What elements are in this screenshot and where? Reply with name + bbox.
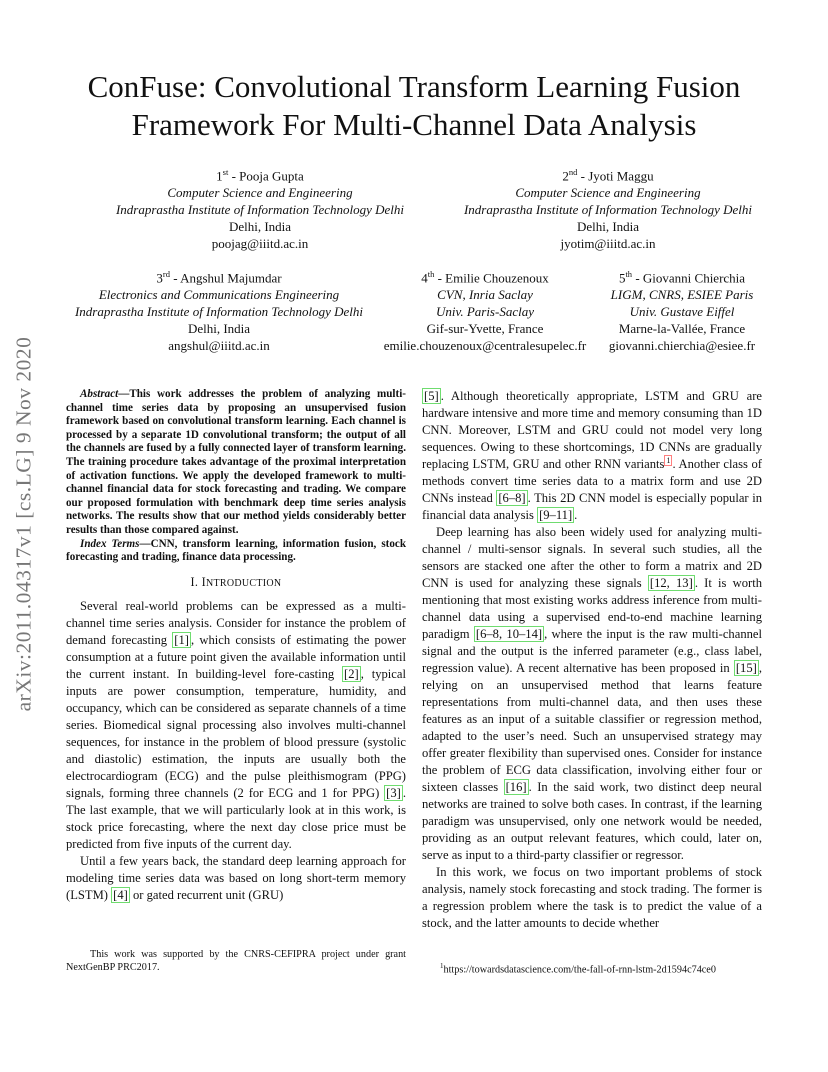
author-name: 5th - Giovanni Chierchia <box>618 269 746 286</box>
right-footnote <box>440 960 770 976</box>
paragraph: Until a few years back, the standard deep learning approach for modeling time series data was based on long short-term memory (LSTM) [4] or gated recurrent unit (GRU) <box>66 853 406 902</box>
citation-link[interactable]: [1] <box>174 632 189 647</box>
author-institution: Univ. Gustave Eiffel <box>629 304 735 320</box>
author-place: Delhi, India <box>228 219 292 235</box>
paragraph: [5] . Although theoretically appropriate, LSTM and GRU are hardware intensive and more time and memory consuming than 1D CNN. Moreover, LSTM and GRU could not model very long sequences. Owing to these shortcomings, 1D CNNs are gradually replacing LSTM, GRU and other RNN variants $^1$ . Another class of methods convert time series data to a matrix form and use 2D CNNs instead [6–8] . This 2D CNN model is especially popular in financial data analysis [9–11] . <box>422 389 762 522</box>
right-column <box>422 388 762 932</box>
author-dept: Electronics and Communications Engineering <box>98 287 340 303</box>
author-email: poojag@iiitd.ac.in <box>211 236 309 252</box>
author-email: jyotim@iiitd.ac.in <box>560 236 656 252</box>
author-institution: Indraprastha Institute of Information Technology Delhi <box>115 202 405 218</box>
author-email: emilie.chouzenoux@centralesupelec.fr <box>383 338 587 354</box>
author-name: 4th - Emilie Chouzenoux <box>421 269 549 286</box>
author-block-2 <box>448 164 768 252</box>
arxiv-stamp-text: arXiv:2011.04317v1 [cs.LG] 9 Nov 2020 <box>11 336 36 712</box>
section-heading: I. INTRODUCTION <box>190 574 282 589</box>
citation-link[interactable]: [2] <box>344 666 359 681</box>
citation-link[interactable]: [5] <box>424 389 439 403</box>
citation-link[interactable]: [4] <box>113 887 128 902</box>
index-terms-text: —CNN, transform learning, information fusion, stock forecasting and trading, finance data processing. <box>66 537 406 564</box>
title-line-1: ConFuse: Convolutional Transform Learning Fusion <box>87 69 741 104</box>
author-block-1 <box>100 164 420 252</box>
citation-link[interactable]: [6–8] <box>498 491 526 505</box>
author-block-3 <box>58 266 380 354</box>
author-dept: Computer Science and Engineering <box>515 185 701 201</box>
citation-link[interactable]: [9–11] <box>539 508 573 522</box>
author-block-4 <box>376 266 594 354</box>
citation-link[interactable]: [3] <box>386 785 401 800</box>
paragraph: Several real-world problems can be expressed as a multi-channel time series analysis. Consider for instance the problem of demand forecasting [1] , which consists of estimating the power consumption at a future point given the available information until the current instant. In building-level fore-casting [2] , typical inputs are power consumption, temperature, humidity, and occupancy, which can be considered as separate channels of a time series. Biomedical signal processing also involves multi-channel sequences, for instance in the problem of blood pressure (systolic and diastolic) estimation, the inputs are usually both the electrocardiogram (ECG) and the pulse pleithismogram (PPG) signals, forming three channels (2 for ECG and 1 for PPG) [3] . The last example, that we will particularly look at in this work, is stock price forecasting, where the next day close price must be predicted from five inputs of the current day. <box>66 598 406 851</box>
author-institution: Indraprastha Institute of Information Technology Delhi <box>463 202 753 218</box>
citation-link[interactable]: [12, 13] <box>649 576 693 590</box>
arxiv-stamp <box>0 289 48 759</box>
paragraph: In this work, we focus on two important problems of stock analysis, namely stock forecasting and stock trading. The former is a regression problem where the task is to predict the value of a stock, and the latter amounts to decide whether <box>422 865 762 930</box>
paper-title <box>40 68 788 144</box>
paragraph: Deep learning has also been widely used for analyzing multi-channel / multi-sensor signals. In several such studies, all the sensors are stacked one after the other to form a matrix and 2D CNN is used for analyzing these signals [12, 13] . It is worth mentioning that most existing works address inference from multi-channel data using a supervised end-to-end machine learning paradigm [6–8, 10–14] , where the input is the raw multi-channel signal and the output is the inferred parameter (e.g., class label, regression value). A recent alternative has been proposed in [15] , relying on an unsupervised method that learns feature representations from multi-channel data, and then uses these features as an input of a suitable classifier or regression method, adapted to the user’s need. Such an unsupervised strategy may offer greater flexibility than supervised ones. Consider for instance the problem of ECG data classification, involving either four or sixteen classes [16] . In the said work, two distinct deep neural networks are trained to solve both cases. In contrast, if the learning paradigm was unsupervised, only one network would be needed, providing as an output relevant features, which could, later on, serve as input to a third-party classifier or regressor. <box>422 525 762 862</box>
author-place: Gif-sur-Yvette, France <box>426 321 544 337</box>
footnote-text: This work was supported by the CNRS-CEFIPRA project under grant NextGenBP PRC2017. <box>66 949 406 973</box>
author-name: 1st - Pooja Gupta <box>216 167 304 184</box>
author-dept: Computer Science and Engineering <box>167 185 353 201</box>
author-block-5 <box>594 266 770 354</box>
author-name: 3rd - Angshul Majumdar <box>156 269 282 286</box>
footnote-ref[interactable]: 1 <box>666 455 671 465</box>
footnote-url[interactable]: https://towardsdatascience.com/the-fall-of-rnn-lstm-2d1594c74ce0 <box>443 964 716 976</box>
author-email: angshul@iiitd.ac.in <box>168 338 270 354</box>
left-column <box>66 388 406 904</box>
index-terms-label: Index Terms <box>80 537 140 550</box>
abstract-text: —This work addresses the problem of analyzing multi-channel time series data by proposing an unsupervised fusion framework based on convolutional transform learning. Each channel is processed by a separate 1D convolutional transform; the output of all the channels are fused by a fully connected layer of transform learning. The training procedure takes advantage of the proximal interpretation of activation functions. We apply the developed framework to multi-channel financial data for stock forecasting and trading. We compare our proposed formulation with benchmark deep time series analysis networks. The results show that our method yields considerably better results than those compared against. <box>66 388 406 536</box>
author-dept: CVN, Inria Saclay <box>437 287 533 303</box>
title-line-2: Framework For Multi-Channel Data Analysis <box>131 107 697 142</box>
author-institution: Indraprastha Institute of Information Technology Delhi <box>74 304 364 320</box>
author-place: Marne-la-Vallée, France <box>618 321 746 337</box>
author-institution: Univ. Paris-Saclay <box>436 304 534 320</box>
author-name: 2nd - Jyoti Maggu <box>562 167 654 184</box>
author-place: Delhi, India <box>576 219 640 235</box>
citation-link[interactable]: [15] <box>735 661 757 675</box>
citation-link[interactable]: [16] <box>505 780 527 794</box>
citation-link[interactable]: [6–8, 10–14] <box>475 627 543 641</box>
author-dept: LIGM, CNRS, ESIEE Paris <box>610 287 754 303</box>
author-place: Delhi, India <box>187 321 251 337</box>
author-email: giovanni.chierchia@esiee.fr <box>608 338 756 354</box>
index-terms <box>66 538 406 565</box>
left-footnote <box>66 948 406 974</box>
footnote-mark: 1 <box>440 962 444 970</box>
abstract-label: Abstract <box>80 388 119 400</box>
abstract <box>66 388 406 538</box>
